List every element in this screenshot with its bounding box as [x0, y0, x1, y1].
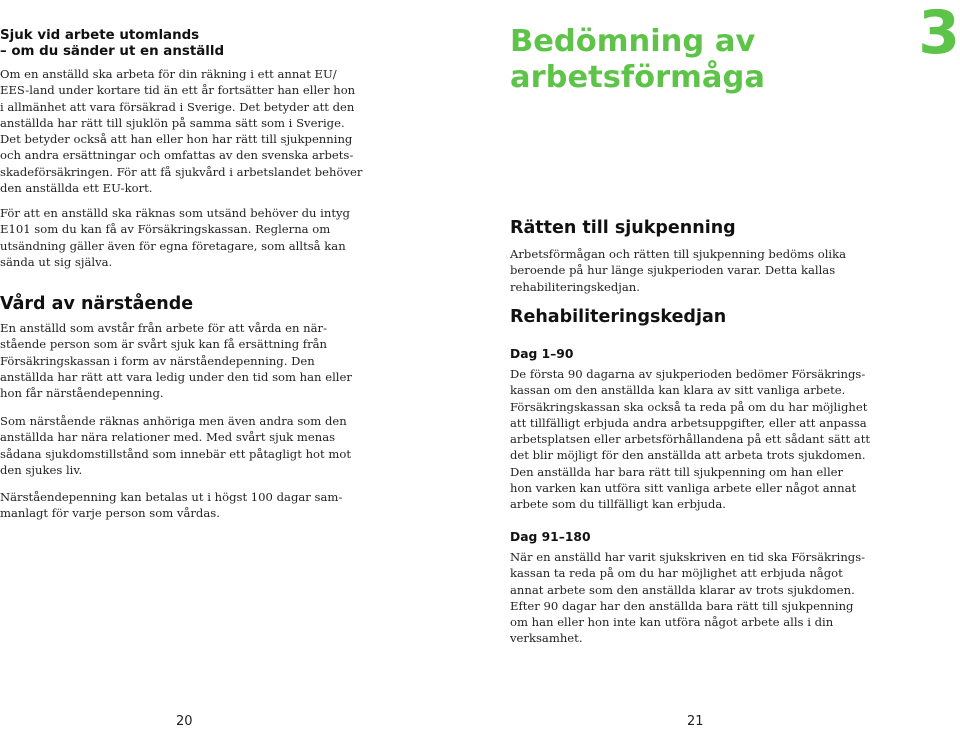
text-line: Som närstående räknas anhöriga men även andra som den: [0, 414, 347, 428]
text-line: Arbetsförmågan och rätten till sjukpenning bedöms olika: [510, 247, 847, 261]
text-line: arbetsplatsen eller arbetsförhållandena på ett sådant sätt att: [510, 432, 871, 447]
care-paragraph-1: [0, 320, 352, 401]
text-line: Den anställda har bara rätt till sjukpenning om han eller: [510, 464, 844, 479]
text-line: När en anställd har varit sjukskriven en tid ska Försäkrings-: [510, 550, 866, 564]
abroad-heading: [0, 28, 224, 60]
text-line: sända ut sig själva.: [0, 254, 113, 269]
abroad-paragraph-2: [0, 205, 350, 270]
text-line: kassan ta reda på om du har möjlighet att erbjuda något: [510, 566, 843, 581]
day-91-180-paragraph: [510, 549, 865, 647]
chapter-title: [510, 24, 765, 96]
text-line: Närståendepenning kan betalas ut i högst 100 dagar sam-: [0, 490, 343, 504]
text-line: annat arbete som den anställda klarar av trots sjukdomen.: [510, 582, 855, 597]
text-line: anställda har nära relationer med. Med svårt sjuk menas: [0, 430, 336, 445]
care-paragraph-2: [0, 413, 351, 478]
text-line: För att en anställd ska räknas som utsänd behöver du intyg: [0, 206, 350, 220]
text-line: verksamhet.: [510, 631, 583, 646]
chapter-title-line2: arbetsförmåga: [510, 60, 765, 95]
text-line: manlagt för varje person som vårdas.: [0, 506, 220, 521]
text-line: skadeförsäkringen. För att få sjukvård i arbetslandet behöver: [0, 164, 363, 179]
abroad-heading-line1: Sjuk vid arbete utomlands: [0, 28, 200, 43]
text-line: den anställda ett EU-kort.: [0, 181, 153, 196]
abroad-heading-line2: – om du sänder ut en anställd: [0, 44, 225, 59]
text-line: den sjukes liv.: [0, 462, 83, 477]
text-line: utsändning gäller även för egna företagare, som alltså kan: [0, 238, 346, 253]
text-line: anställda har rätt till sjuklön på samma sätt som i Sverige.: [0, 115, 345, 130]
text-line: Försäkringskassan i form av närståendepenning. Den: [0, 353, 315, 368]
text-line: Det betyder också att han eller hon har rätt till sjukpenning: [0, 132, 353, 147]
text-line: och andra ersättningar och omfattas av den svenska arbets-: [0, 148, 354, 163]
care-heading: Vård av närstående: [0, 294, 194, 314]
text-line: sådana sjukdomstillstånd som innebär ett påtagligt hot mot: [0, 446, 351, 461]
abroad-paragraph-1: [0, 66, 362, 196]
text-line: Försäkringskassan ska också ta reda på om du har möjlighet: [510, 399, 868, 414]
text-line: EES-land under kortare tid än ett år fortsätter han eller hon: [0, 83, 356, 98]
text-line: hon varken kan utföra sitt vanliga arbete eller något annat: [510, 481, 857, 496]
page-number-left: 20: [176, 714, 193, 729]
text-line: beroende på hur länge sjukperioden varar. Detta kallas: [510, 263, 836, 278]
chapter-number: 3: [918, 0, 960, 68]
day-91-180-heading: Dag 91–180: [510, 530, 591, 544]
text-line: Om en anställd ska arbeta för din räkning i ett annat EU/: [0, 67, 337, 81]
day-1-90-heading: Dag 1–90: [510, 347, 574, 361]
right-page: [480, 0, 960, 729]
text-line: i allmänhet att vara försäkrad i Sverige. Det betyder att den: [0, 99, 355, 114]
text-line: anställda har rätt att vara ledig under den tid som han eller: [0, 369, 352, 384]
text-line: arbete som du tillfälligt kan erbjuda.: [510, 497, 726, 512]
text-line: De första 90 dagarna av sjukperioden bedömer Försäkrings-: [510, 367, 866, 381]
text-line: det blir möjligt för den anställda att arbeta trots sjukdomen.: [510, 448, 866, 463]
text-line: hon får närståendepenning.: [0, 386, 164, 401]
sick-pay-paragraph: [510, 246, 846, 295]
chapter-title-line1: Bedömning av: [510, 24, 756, 59]
text-line: En anställd som avstår från arbete för att vårda en när-: [0, 321, 327, 335]
day-1-90-paragraph: [510, 366, 870, 513]
text-line: stående person som är svårt sjuk kan få ersättning från: [0, 337, 328, 352]
text-line: att tillfälligt erbjuda andra arbetsuppgifter, eller att anpassa: [510, 415, 867, 430]
sick-pay-heading: Rätten till sjukpenning: [510, 218, 736, 238]
text-line: om han eller hon inte kan utföra något arbete alls i din: [510, 615, 834, 630]
text-line: rehabiliteringskedjan.: [510, 279, 640, 294]
text-line: E101 som du kan få av Försäkringskassan. Reglerna om: [0, 222, 331, 237]
text-line: kassan om den anställda kan klara av sitt vanliga arbete.: [510, 383, 846, 398]
care-paragraph-3: [0, 489, 342, 522]
text-line: Efter 90 dagar har den anställda bara rätt till sjukpenning: [510, 598, 854, 613]
page-number-right: 21: [687, 714, 704, 729]
rehab-chain-heading: Rehabiliteringskedjan: [510, 307, 727, 327]
